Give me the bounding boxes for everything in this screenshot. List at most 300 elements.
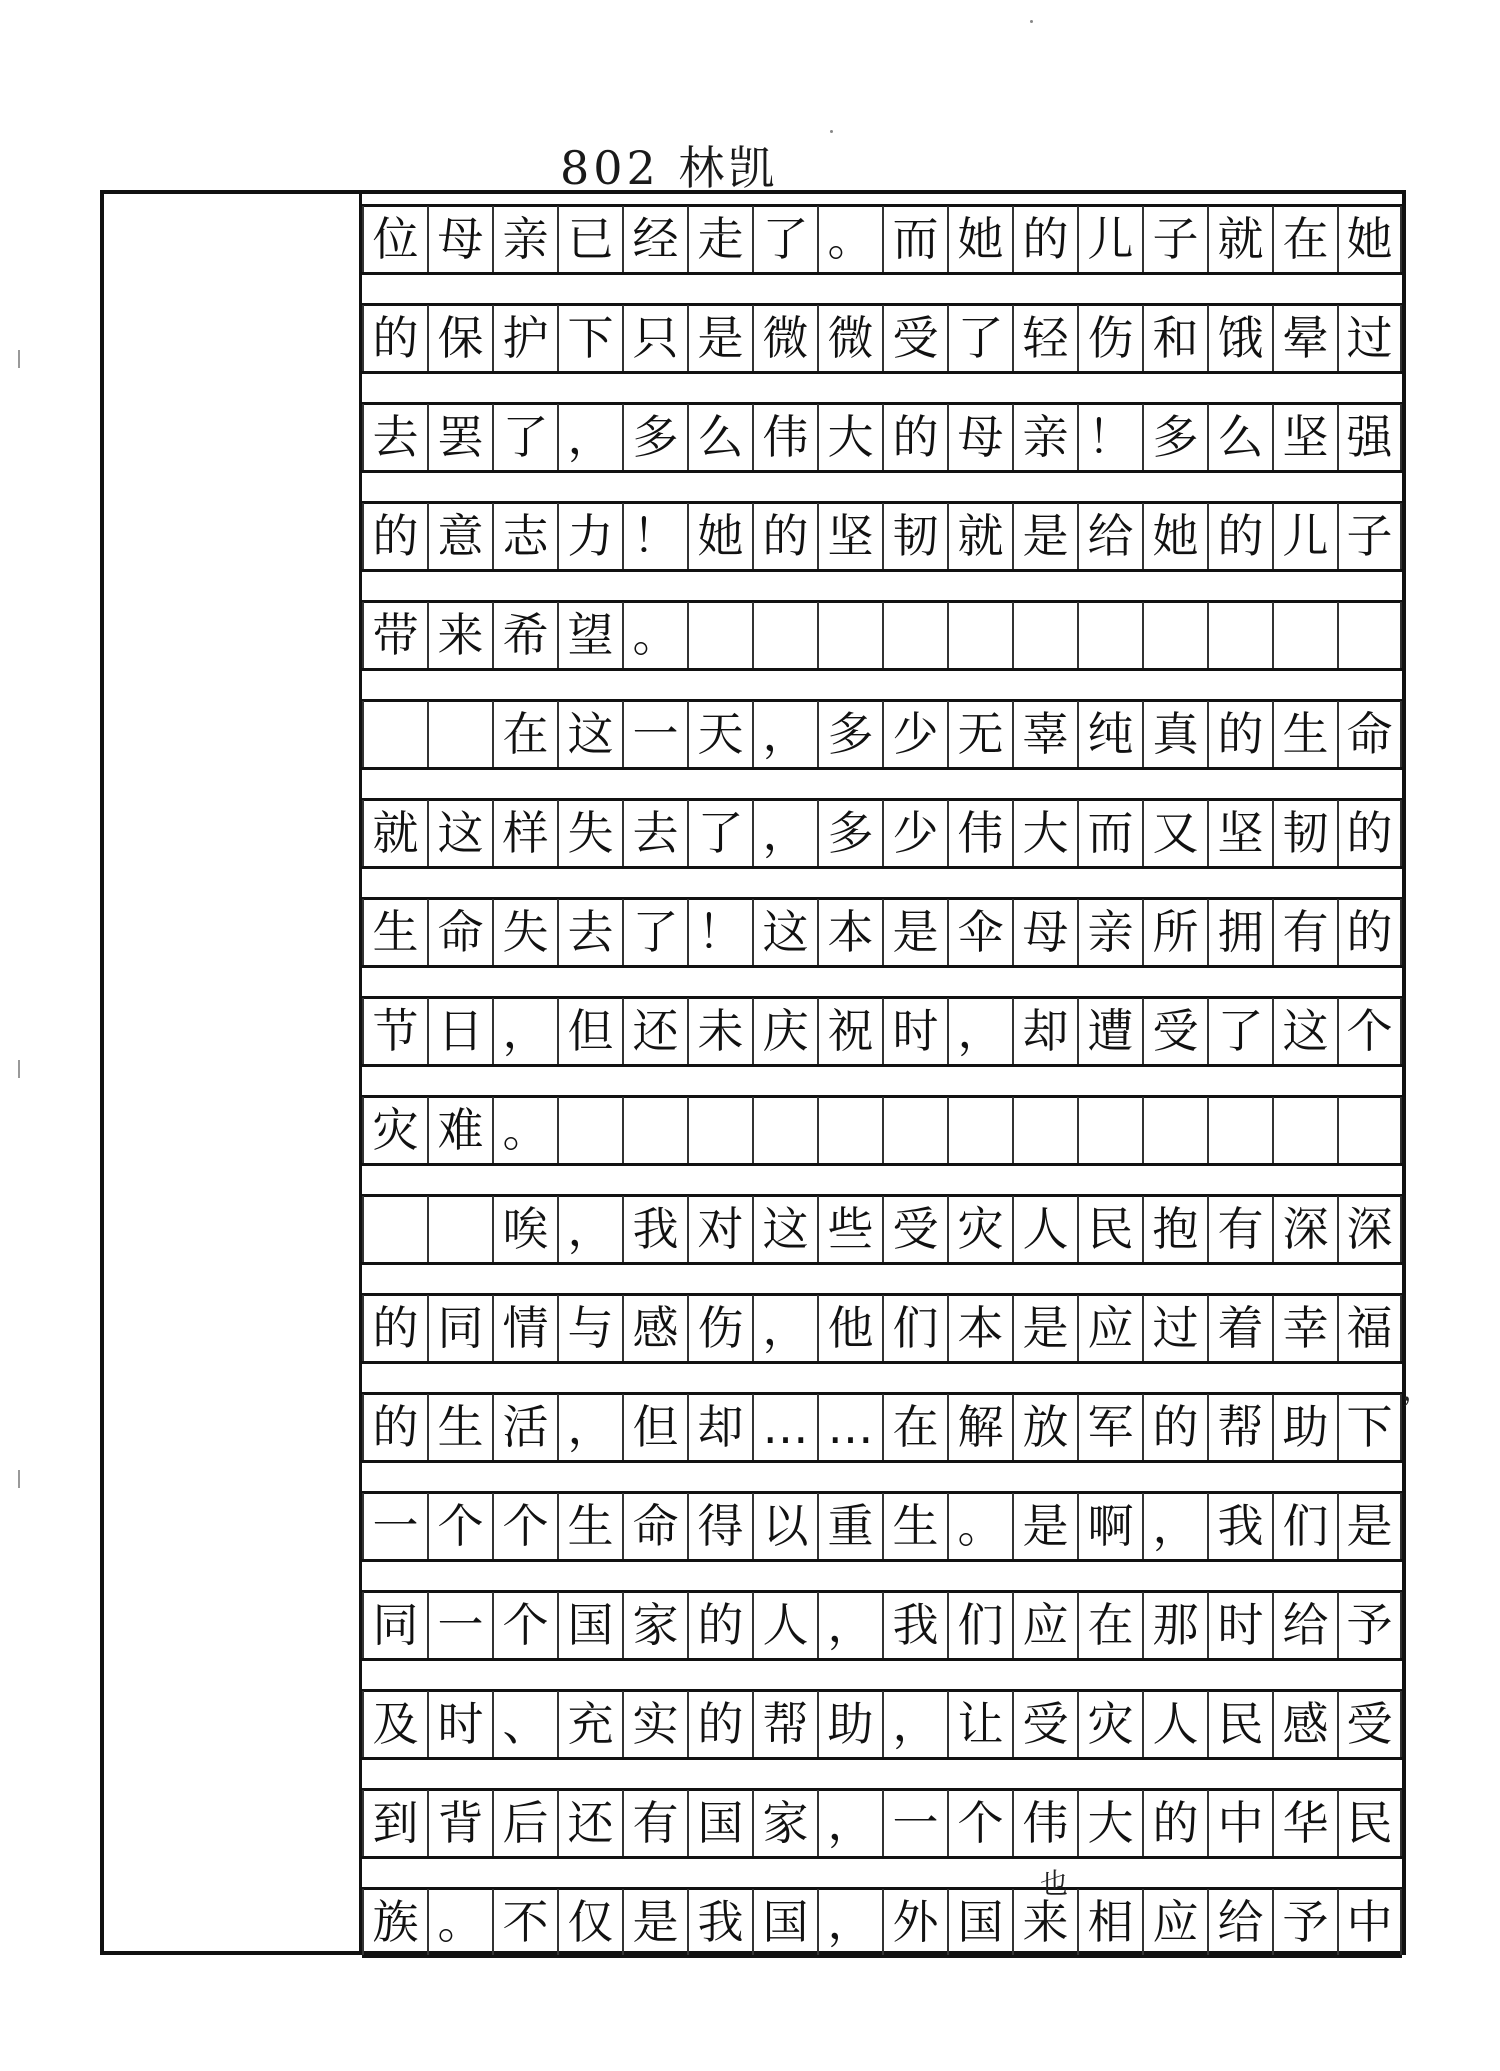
grid-cell: 些 (817, 1196, 882, 1262)
grid-cell: 强 (1337, 404, 1402, 470)
grid-cell: 受 (882, 305, 947, 371)
grid-cell: ， (752, 800, 817, 866)
grid-cell: 命 (622, 1493, 687, 1559)
grid-cell: 们 (947, 1592, 1012, 1658)
grid-cell: 是 (1012, 503, 1077, 569)
grid-cell (1077, 1097, 1142, 1163)
composition-sheet (100, 190, 1406, 1955)
grid-cell: 多 (817, 800, 882, 866)
grid-cell: 的 (362, 503, 427, 569)
grid-cell: 解 (947, 1394, 1012, 1460)
grid-cell: 而 (1077, 800, 1142, 866)
grid-cell: 来 (1012, 1889, 1077, 1955)
grid-cell: ！ (687, 899, 752, 965)
grid-cell (1272, 1097, 1337, 1163)
grid-cell: 了 (752, 206, 817, 272)
grid-cell: 希 (492, 602, 557, 668)
grid-cell: 微 (817, 305, 882, 371)
grid-cell: 个 (1337, 998, 1402, 1064)
grid-cell: 的 (882, 404, 947, 470)
grid-cell: 但 (622, 1394, 687, 1460)
grid-cell: 。 (492, 1097, 557, 1163)
grid-cell: 罢 (427, 404, 492, 470)
grid-cell: 韧 (1272, 800, 1337, 866)
grid-cell (427, 701, 492, 767)
grid-cell: 与 (557, 1295, 622, 1361)
grid-cell: 们 (882, 1295, 947, 1361)
grid-cell: 予 (1272, 1889, 1337, 1955)
grid-cell: 帮 (1207, 1394, 1272, 1460)
grid-cell (1142, 1097, 1207, 1163)
row-bottom-rule (362, 866, 1402, 869)
grid-cell: 人 (1142, 1691, 1207, 1757)
grid-cell: 相 (1077, 1889, 1142, 1955)
grid-cell: ， (817, 1790, 882, 1856)
grid-cell: 华 (1272, 1790, 1337, 1856)
grid-row (362, 899, 1402, 965)
grid-cell: 少 (882, 800, 947, 866)
grid-cell: 到 (362, 1790, 427, 1856)
grid-cell (687, 1097, 752, 1163)
grid-cell (362, 701, 427, 767)
grid-cell: 放 (1012, 1394, 1077, 1460)
grid-cell: 我 (1207, 1493, 1272, 1559)
grid-cell: ， (492, 998, 557, 1064)
grid-cell: ， (752, 701, 817, 767)
grid-cell: 大 (817, 404, 882, 470)
grid-cell: 韧 (882, 503, 947, 569)
row-bottom-rule (362, 371, 1402, 374)
grid-cell: 是 (1012, 1493, 1077, 1559)
grid-cell: 儿 (1077, 206, 1142, 272)
grid-cell: 伞 (947, 899, 1012, 965)
grid-cell: 亲 (1012, 404, 1077, 470)
grid-cell: 日 (427, 998, 492, 1064)
grid-cell: 予 (1337, 1592, 1402, 1658)
grid-cell: 了 (492, 404, 557, 470)
grid-cell: 节 (362, 998, 427, 1064)
grid-cell (1337, 1097, 1402, 1163)
grid-cell: 在 (882, 1394, 947, 1460)
grid-cell: 幸 (1272, 1295, 1337, 1361)
grid-cell: 应 (1077, 1295, 1142, 1361)
grid-cell (427, 1196, 492, 1262)
grid-cell: 实 (622, 1691, 687, 1757)
grid-row (362, 701, 1402, 767)
grid-cell: 应 (1012, 1592, 1077, 1658)
grid-cell: 时 (427, 1691, 492, 1757)
grid-cell: 、 (492, 1691, 557, 1757)
grid-cell (1272, 602, 1337, 668)
grid-cell: 么 (687, 404, 752, 470)
grid-cell: ， (1142, 1493, 1207, 1559)
grid-cell: 中 (1337, 1889, 1402, 1955)
grid-cell: 是 (1337, 1493, 1402, 1559)
grid-cell: 庆 (752, 998, 817, 1064)
grid-cell: 她 (1337, 206, 1402, 272)
grid-cell: ！ (622, 503, 687, 569)
grid-cell: 母 (1012, 899, 1077, 965)
grid-cell: 少 (882, 701, 947, 767)
grid-cell: 受 (882, 1196, 947, 1262)
grid-cell: 无 (947, 701, 1012, 767)
grid-cell (1012, 1097, 1077, 1163)
grid-cell: 家 (752, 1790, 817, 1856)
row-bottom-rule (362, 1163, 1402, 1166)
grid-cell: 本 (947, 1295, 1012, 1361)
grid-cell: 本 (817, 899, 882, 965)
grid-cell: 家 (622, 1592, 687, 1658)
grid-cell: 所 (1142, 899, 1207, 965)
grid-cell: 的 (1142, 1790, 1207, 1856)
writing-grid (362, 194, 1402, 1951)
grid-cell: 灾 (1077, 1691, 1142, 1757)
grid-cell: 有 (622, 1790, 687, 1856)
grid-cell: 就 (362, 800, 427, 866)
grid-cell: 是 (1012, 1295, 1077, 1361)
grid-row (362, 206, 1402, 272)
grid-cell: 军 (1077, 1394, 1142, 1460)
grid-cell: 是 (622, 1889, 687, 1955)
grid-cell: 个 (427, 1493, 492, 1559)
grid-cell: 位 (362, 206, 427, 272)
grid-cell: 生 (557, 1493, 622, 1559)
row-bottom-rule (362, 470, 1402, 473)
grid-cell: 应 (1142, 1889, 1207, 1955)
grid-cell: 坚 (1272, 404, 1337, 470)
grid-cell: 就 (947, 503, 1012, 569)
grid-cell: 的 (1012, 206, 1077, 272)
grid-cell: 的 (1337, 800, 1402, 866)
grid-cell: 深 (1272, 1196, 1337, 1262)
page-header: 802 林凯 (560, 141, 779, 195)
grid-cell: 情 (492, 1295, 557, 1361)
grid-cell: 已 (557, 206, 622, 272)
grid-cell: 多 (622, 404, 687, 470)
grid-cell: 祝 (817, 998, 882, 1064)
row-bottom-rule (362, 1856, 1402, 1859)
grid-cell: 她 (687, 503, 752, 569)
row-bottom-rule (362, 668, 1402, 671)
grid-cell: 我 (687, 1889, 752, 1955)
grid-cell: 时 (882, 998, 947, 1064)
grid-cell: 大 (1012, 800, 1077, 866)
grid-cell: 同 (427, 1295, 492, 1361)
grid-cell: 子 (1142, 206, 1207, 272)
grid-cell: 助 (817, 1691, 882, 1757)
grid-cell: 这 (427, 800, 492, 866)
grid-row (362, 1196, 1402, 1262)
grid-cell: 的 (1207, 701, 1272, 767)
grid-cell: … (817, 1394, 882, 1460)
scan-speck (830, 130, 833, 133)
grid-cell: 帮 (752, 1691, 817, 1757)
grid-cell: 带 (362, 602, 427, 668)
grid-cell: 饿 (1207, 305, 1272, 371)
grid-cell: 去 (557, 899, 622, 965)
grid-row (362, 404, 1402, 470)
row-bottom-rule (362, 1955, 1402, 1958)
grid-row (362, 305, 1402, 371)
grid-cell: 得 (687, 1493, 752, 1559)
grid-cell (1207, 602, 1272, 668)
grid-cell (1142, 602, 1207, 668)
grid-cell: 灾 (947, 1196, 1012, 1262)
grid-cell: ， (882, 1691, 947, 1757)
grid-cell: 的 (687, 1691, 752, 1757)
grid-cell: ， (557, 404, 622, 470)
grid-row (362, 1691, 1402, 1757)
grid-cell: 但 (557, 998, 622, 1064)
grid-cell (622, 1097, 687, 1163)
grid-cell: 纯 (1077, 701, 1142, 767)
grid-cell: 命 (1337, 701, 1402, 767)
grid-row (362, 1790, 1402, 1856)
grid-cell: 母 (947, 404, 1012, 470)
grid-cell (1337, 602, 1402, 668)
grid-cell: 的 (1142, 1394, 1207, 1460)
grid-cell: 给 (1077, 503, 1142, 569)
grid-cell: … (752, 1394, 817, 1460)
grid-cell: 给 (1272, 1592, 1337, 1658)
grid-cell: 活 (492, 1394, 557, 1460)
grid-cell: 伤 (1077, 305, 1142, 371)
grid-cell: 民 (1337, 1790, 1402, 1856)
grid-cell: 亲 (1077, 899, 1142, 965)
grid-cell: 遭 (1077, 998, 1142, 1064)
grid-cell: 民 (1207, 1691, 1272, 1757)
grid-cell: 这 (752, 899, 817, 965)
grid-cell: 还 (557, 1790, 622, 1856)
grid-cell: 唉 (492, 1196, 557, 1262)
row-bottom-rule (362, 272, 1402, 275)
grid-cell: 那 (1142, 1592, 1207, 1658)
grid-cell (947, 1097, 1012, 1163)
grid-cell: 伟 (1012, 1790, 1077, 1856)
grid-cell: 让 (947, 1691, 1012, 1757)
grid-row (362, 998, 1402, 1064)
grid-cell: 了 (1207, 998, 1272, 1064)
grid-cell: 子 (1337, 503, 1402, 569)
grid-cell (557, 1097, 622, 1163)
grid-row (362, 1394, 1402, 1460)
grid-row (362, 503, 1402, 569)
grid-cell: ， (557, 1196, 622, 1262)
grid-cell: 有 (1272, 899, 1337, 965)
grid-cell: 背 (427, 1790, 492, 1856)
grid-row (362, 602, 1402, 668)
grid-cell: 走 (687, 206, 752, 272)
grid-cell: 她 (1142, 503, 1207, 569)
grid-cell: 深 (1337, 1196, 1402, 1262)
row-bottom-rule (362, 1064, 1402, 1067)
grid-cell: 对 (687, 1196, 752, 1262)
grid-cell (1012, 602, 1077, 668)
grid-cell: 样 (492, 800, 557, 866)
grid-cell: 国 (687, 1790, 752, 1856)
grid-cell: 民 (1077, 1196, 1142, 1262)
grid-cell: 受 (1337, 1691, 1402, 1757)
grid-cell: 后 (492, 1790, 557, 1856)
grid-row (362, 1097, 1402, 1163)
grid-cell: 是 (882, 899, 947, 965)
grid-cell (752, 1097, 817, 1163)
row-bottom-rule (362, 1361, 1402, 1364)
grid-cell: 又 (1142, 800, 1207, 866)
grid-cell: 生 (427, 1394, 492, 1460)
grid-row (362, 800, 1402, 866)
grid-cell: 天 (687, 701, 752, 767)
grid-row (362, 1592, 1402, 1658)
grid-cell: 人 (1012, 1196, 1077, 1262)
grid-cell: 受 (1142, 998, 1207, 1064)
grid-cell: 个 (492, 1592, 557, 1658)
grid-cell: 同 (362, 1592, 427, 1658)
grid-cell: 。 (622, 602, 687, 668)
grid-cell: 过 (1142, 1295, 1207, 1361)
grid-cell: ， (947, 998, 1012, 1064)
grid-cell: 助 (1272, 1394, 1337, 1460)
grid-row (362, 1295, 1402, 1361)
row-bottom-rule (362, 569, 1402, 572)
grid-cell (947, 602, 1012, 668)
grid-cell: 个 (492, 1493, 557, 1559)
grid-cell: 一 (362, 1493, 427, 1559)
grid-cell: 人 (752, 1592, 817, 1658)
grid-cell: 我 (622, 1196, 687, 1262)
grid-cell: 的 (362, 305, 427, 371)
row-bottom-rule (362, 1559, 1402, 1562)
grid-cell: 失 (557, 800, 622, 866)
row-bottom-rule (362, 1460, 1402, 1463)
grid-cell: 充 (557, 1691, 622, 1757)
grid-cell: 在 (492, 701, 557, 767)
grid-cell: 感 (1272, 1691, 1337, 1757)
grid-cell: 们 (1272, 1493, 1337, 1559)
grid-cell: 以 (752, 1493, 817, 1559)
grid-cell: 我 (882, 1592, 947, 1658)
grid-cell: 辜 (1012, 701, 1077, 767)
grid-cell: 她 (947, 206, 1012, 272)
grid-cell: 。 (817, 206, 882, 272)
grid-cell: 来 (427, 602, 492, 668)
grid-cell: 晕 (1272, 305, 1337, 371)
grid-cell: ， (752, 1295, 817, 1361)
grid-cell: 却 (687, 1394, 752, 1460)
grid-cell: 意 (427, 503, 492, 569)
grid-cell: 伤 (687, 1295, 752, 1361)
grid-cell: 的 (362, 1394, 427, 1460)
grid-cell (752, 602, 817, 668)
grid-cell: 的 (687, 1592, 752, 1658)
grid-row (362, 1889, 1402, 1955)
grid-cell: 感 (622, 1295, 687, 1361)
grid-cell: 多 (817, 701, 882, 767)
grid-cell: 亲 (492, 206, 557, 272)
grid-cell: 重 (817, 1493, 882, 1559)
grid-cell: 护 (492, 305, 557, 371)
grid-cell: 力 (557, 503, 622, 569)
grid-cell: 着 (1207, 1295, 1272, 1361)
grid-cell: 国 (947, 1889, 1012, 1955)
grid-cell: 的 (752, 503, 817, 569)
grid-cell: 啊 (1077, 1493, 1142, 1559)
grid-cell: 难 (427, 1097, 492, 1163)
row-bottom-rule (362, 965, 1402, 968)
grid-cell: 生 (1272, 701, 1337, 767)
grid-cell: 大 (1077, 1790, 1142, 1856)
insertion-mark: 也 (1040, 1867, 1069, 1900)
scan-mark (18, 1470, 20, 1488)
grid-cell: 在 (1272, 206, 1337, 272)
grid-cell: 受 (1012, 1691, 1077, 1757)
grid-cell: 这 (557, 701, 622, 767)
grid-cell: 抱 (1142, 1196, 1207, 1262)
grid-row (362, 1493, 1402, 1559)
grid-cell: 这 (752, 1196, 817, 1262)
grid-cell: 下 (1337, 1394, 1402, 1460)
row-bottom-rule (362, 767, 1402, 770)
grid-cell: 时 (1207, 1592, 1272, 1658)
grid-cell: 么 (1207, 404, 1272, 470)
grid-cell: ！ (1077, 404, 1142, 470)
grid-cell: ， (557, 1394, 622, 1460)
grid-cell: 经 (622, 206, 687, 272)
grid-cell: 保 (427, 305, 492, 371)
grid-cell: 去 (362, 404, 427, 470)
margin-comma: ， (1402, 1373, 1432, 1408)
grid-cell (817, 602, 882, 668)
grid-cell: 一 (882, 1790, 947, 1856)
grid-cell: 在 (1077, 1592, 1142, 1658)
grid-cell: 及 (362, 1691, 427, 1757)
grid-cell: 命 (427, 899, 492, 965)
grid-cell: 不 (492, 1889, 557, 1955)
grid-cell: 给 (1207, 1889, 1272, 1955)
grid-cell: 的 (362, 1295, 427, 1361)
grid-cell: 外 (882, 1889, 947, 1955)
grid-cell: 灾 (362, 1097, 427, 1163)
grid-cell (1207, 1097, 1272, 1163)
grid-cell: 福 (1337, 1295, 1402, 1361)
grid-cell: 母 (427, 206, 492, 272)
row-bottom-rule (362, 1262, 1402, 1265)
grid-cell (817, 1097, 882, 1163)
grid-cell: 。 (947, 1493, 1012, 1559)
grid-cell: 国 (752, 1889, 817, 1955)
grid-cell: 个 (947, 1790, 1012, 1856)
grid-cell: 了 (687, 800, 752, 866)
row-bottom-rule (362, 1658, 1402, 1661)
grid-cell: 还 (622, 998, 687, 1064)
grid-cell (362, 1196, 427, 1262)
row-bottom-rule (362, 1757, 1402, 1760)
grid-cell: 了 (947, 305, 1012, 371)
grid-cell: 生 (362, 899, 427, 965)
grid-cell (687, 602, 752, 668)
grid-cell: 多 (1142, 404, 1207, 470)
grid-cell: 一 (427, 1592, 492, 1658)
grid-cell: 伟 (947, 800, 1012, 866)
grid-cell: 这 (1272, 998, 1337, 1064)
grid-cell: 生 (882, 1493, 947, 1559)
grid-cell: 的 (1207, 503, 1272, 569)
grid-cell: 。 (427, 1889, 492, 1955)
grid-cell: 伟 (752, 404, 817, 470)
grid-cell: 有 (1207, 1196, 1272, 1262)
grid-cell: 国 (557, 1592, 622, 1658)
scan-mark (18, 350, 20, 368)
